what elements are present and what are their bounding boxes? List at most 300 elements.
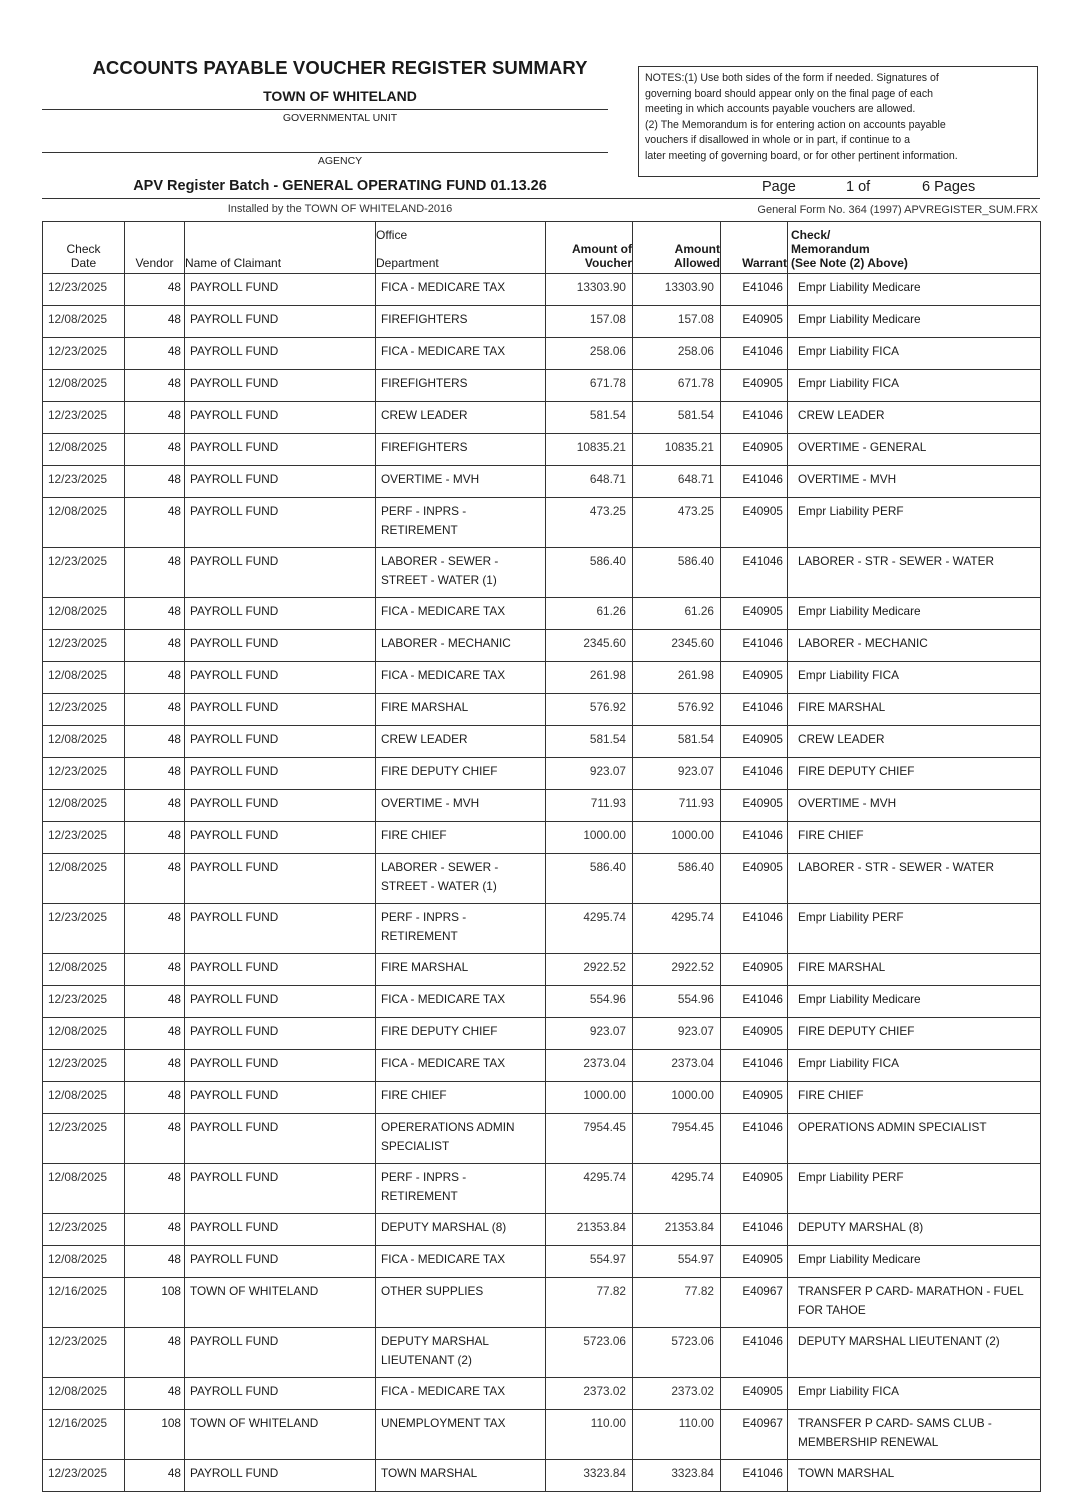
allowed-amount-cell: 473.25 — [633, 498, 721, 548]
warrant-cell: E40905 — [721, 434, 788, 466]
claimant-cell: PAYROLL FUND — [185, 1328, 376, 1378]
allowed-amount-cell: 10835.21 — [633, 434, 721, 466]
page-total: 6 Pages — [922, 179, 976, 195]
col-memo: Check/ Memorandum (See Note (2) Above) — [788, 222, 1041, 274]
claimant-cell: TOWN OF WHITELAND — [185, 1278, 376, 1328]
allowed-amount-cell: 4295.74 — [633, 1164, 721, 1214]
col-warrant: Warrant — [721, 222, 788, 274]
notes-line: governing board should appear only on the final page of each — [645, 87, 934, 100]
vendor-cell: 48 — [125, 1164, 185, 1214]
memo-cell: TOWN MARSHAL — [788, 1460, 1041, 1492]
office-cell: FICA - MEDICARE TAX — [376, 274, 546, 306]
voucher-amount-cell: 586.40 — [546, 854, 633, 904]
check-date-cell: 12/23/2025 — [43, 1460, 125, 1492]
allowed-amount-cell: 2922.52 — [633, 954, 721, 986]
claimant-cell: PAYROLL FUND — [185, 822, 376, 854]
allowed-amount-cell: 258.06 — [633, 338, 721, 370]
allowed-amount-cell: 554.97 — [633, 1246, 721, 1278]
voucher-amount-cell: 7954.45 — [546, 1114, 633, 1164]
claimant-cell: PAYROLL FUND — [185, 1378, 376, 1410]
warrant-cell: E40905 — [721, 598, 788, 630]
voucher-amount-cell: 157.08 — [546, 306, 633, 338]
claimant-cell: PAYROLL FUND — [185, 726, 376, 758]
voucher-amount-cell: 5723.06 — [546, 1328, 633, 1378]
warrant-cell: E40905 — [721, 1018, 788, 1050]
check-date-cell: 12/23/2025 — [43, 694, 125, 726]
table-row — [43, 1246, 1041, 1278]
office-cell: FICA - MEDICARE TAX — [376, 986, 546, 1018]
memo-cell: Empr Liability FICA — [788, 662, 1041, 694]
check-date-cell: 12/23/2025 — [43, 986, 125, 1018]
warrant-cell: E41046 — [721, 548, 788, 598]
office-cell: CREW LEADER — [376, 402, 546, 434]
vendor-cell: 48 — [125, 466, 185, 498]
office-cell: PERF - INPRS - RETIREMENT — [376, 498, 546, 548]
allowed-amount-cell: 261.98 — [633, 662, 721, 694]
office-cell: FIRE MARSHAL — [376, 954, 546, 986]
warrant-cell: E41046 — [721, 986, 788, 1018]
warrant-cell: E40905 — [721, 1164, 788, 1214]
memo-cell: OVERTIME - MVH — [788, 466, 1041, 498]
warrant-cell: E40905 — [721, 1246, 788, 1278]
memo-cell: Empr Liability Medicare — [788, 598, 1041, 630]
office-cell: OVERTIME - MVH — [376, 790, 546, 822]
claimant-cell: PAYROLL FUND — [185, 370, 376, 402]
office-cell: FIRE MARSHAL — [376, 694, 546, 726]
vendor-cell: 48 — [125, 402, 185, 434]
allowed-amount-cell: 157.08 — [633, 306, 721, 338]
table-row — [43, 1410, 1041, 1460]
col-claimant: Name of Claimant — [185, 222, 376, 274]
claimant-cell: PAYROLL FUND — [185, 662, 376, 694]
table-row — [43, 498, 1041, 548]
table-row — [43, 1050, 1041, 1082]
table-row — [43, 1082, 1041, 1114]
voucher-amount-cell: 13303.90 — [546, 274, 633, 306]
warrant-cell: E41046 — [721, 402, 788, 434]
office-cell: FIREFIGHTERS — [376, 434, 546, 466]
table-row — [43, 434, 1041, 466]
allowed-amount-cell: 554.96 — [633, 986, 721, 1018]
claimant-cell: PAYROLL FUND — [185, 1082, 376, 1114]
claimant-cell: PAYROLL FUND — [185, 466, 376, 498]
allowed-amount-cell: 13303.90 — [633, 274, 721, 306]
check-date-cell: 12/08/2025 — [43, 370, 125, 402]
check-date-cell: 12/08/2025 — [43, 854, 125, 904]
vendor-cell: 48 — [125, 498, 185, 548]
office-cell: FIRE CHIEF — [376, 1082, 546, 1114]
voucher-amount-cell: 581.54 — [546, 726, 633, 758]
office-cell: FICA - MEDICARE TAX — [376, 598, 546, 630]
office-cell: FICA - MEDICARE TAX — [376, 1378, 546, 1410]
memo-cell: TRANSFER P CARD- MARATHON - FUEL FOR TAHOE — [788, 1278, 1041, 1328]
office-cell: OPERERATIONS ADMIN SPECIALIST — [376, 1114, 546, 1164]
memo-cell: TRANSFER P CARD- SAMS CLUB - MEMBERSHIP RENEWAL — [788, 1410, 1041, 1460]
check-date-cell: 12/08/2025 — [43, 498, 125, 548]
claimant-cell: PAYROLL FUND — [185, 954, 376, 986]
allowed-amount-cell: 2373.02 — [633, 1378, 721, 1410]
table-row — [43, 662, 1041, 694]
office-cell: OVERTIME - MVH — [376, 466, 546, 498]
claimant-cell: PAYROLL FUND — [185, 338, 376, 370]
claimant-cell: PAYROLL FUND — [185, 548, 376, 598]
page-current: 1 of — [846, 179, 871, 195]
table-row — [43, 758, 1041, 790]
allowed-amount-cell: 5723.06 — [633, 1328, 721, 1378]
warrant-cell: E41046 — [721, 338, 788, 370]
warrant-cell: E41046 — [721, 904, 788, 954]
warrant-cell: E41046 — [721, 274, 788, 306]
allowed-amount-cell: 3323.84 — [633, 1460, 721, 1492]
check-date-cell: 12/23/2025 — [43, 1328, 125, 1378]
claimant-cell: PAYROLL FUND — [185, 758, 376, 790]
memo-cell: Empr Liability Medicare — [788, 986, 1041, 1018]
allowed-amount-cell: 581.54 — [633, 726, 721, 758]
vendor-cell: 48 — [125, 434, 185, 466]
warrant-cell: E41046 — [721, 630, 788, 662]
voucher-amount-cell: 3323.84 — [546, 1460, 633, 1492]
check-date-cell: 12/16/2025 — [43, 1410, 125, 1460]
allowed-amount-cell: 4295.74 — [633, 904, 721, 954]
check-date-cell: 12/08/2025 — [43, 434, 125, 466]
check-date-cell: 12/08/2025 — [43, 1082, 125, 1114]
vendor-cell: 48 — [125, 1050, 185, 1082]
voucher-amount-cell: 923.07 — [546, 758, 633, 790]
vendor-cell: 108 — [125, 1410, 185, 1460]
vendor-cell: 48 — [125, 954, 185, 986]
table-header-row — [43, 222, 1041, 274]
divider — [42, 152, 608, 153]
table-row — [43, 854, 1041, 904]
office-cell: PERF - INPRS - RETIREMENT — [376, 1164, 546, 1214]
check-date-cell: 12/08/2025 — [43, 1164, 125, 1214]
claimant-cell: PAYROLL FUND — [185, 986, 376, 1018]
allowed-amount-cell: 2373.04 — [633, 1050, 721, 1082]
vendor-cell: 48 — [125, 758, 185, 790]
allowed-amount-cell: 1000.00 — [633, 1082, 721, 1114]
check-date-cell: 12/23/2025 — [43, 548, 125, 598]
voucher-amount-cell: 4295.74 — [546, 904, 633, 954]
allowed-amount-cell: 586.40 — [633, 854, 721, 904]
warrant-cell: E40905 — [721, 790, 788, 822]
check-date-cell: 12/23/2025 — [43, 630, 125, 662]
vendor-cell: 48 — [125, 1246, 185, 1278]
divider — [42, 198, 1040, 199]
voucher-amount-cell: 1000.00 — [546, 822, 633, 854]
claimant-cell: PAYROLL FUND — [185, 630, 376, 662]
office-cell: CREW LEADER — [376, 726, 546, 758]
batch-title: APV Register Batch - GENERAL OPERATING FUND 01.13.26 — [133, 178, 547, 194]
form-number: General Form No. 364 (1997) APVREGISTER_SUM.FRX — [757, 204, 1038, 216]
allowed-amount-cell: 2345.60 — [633, 630, 721, 662]
check-date-cell: 12/23/2025 — [43, 466, 125, 498]
table-row — [43, 1018, 1041, 1050]
voucher-amount-cell: 10835.21 — [546, 434, 633, 466]
table-row — [43, 726, 1041, 758]
allowed-amount-cell: 711.93 — [633, 790, 721, 822]
warrant-cell: E40905 — [721, 498, 788, 548]
claimant-cell: PAYROLL FUND — [185, 598, 376, 630]
check-date-cell: 12/23/2025 — [43, 822, 125, 854]
table-row — [43, 954, 1041, 986]
allowed-amount-cell: 21353.84 — [633, 1214, 721, 1246]
office-cell: FIREFIGHTERS — [376, 306, 546, 338]
notes-line: vouchers if disallowed in whole or in part, if continue to a — [645, 134, 910, 147]
claimant-cell: PAYROLL FUND — [185, 790, 376, 822]
allowed-amount-cell: 61.26 — [633, 598, 721, 630]
check-date-cell: 12/08/2025 — [43, 954, 125, 986]
vendor-cell: 48 — [125, 822, 185, 854]
vendor-cell: 48 — [125, 1328, 185, 1378]
office-cell: FICA - MEDICARE TAX — [376, 1246, 546, 1278]
memo-cell: Empr Liability FICA — [788, 1050, 1041, 1082]
check-date-cell: 12/23/2025 — [43, 758, 125, 790]
table-row — [43, 402, 1041, 434]
warrant-cell: E40905 — [721, 854, 788, 904]
notes-line: (2) The Memorandum is for entering action on accounts payable — [645, 118, 946, 131]
warrant-cell: E40905 — [721, 1378, 788, 1410]
voucher-amount-cell: 648.71 — [546, 466, 633, 498]
warrant-cell: E40905 — [721, 662, 788, 694]
report-title: ACCOUNTS PAYABLE VOUCHER REGISTER SUMMARY — [92, 57, 588, 78]
memo-cell: OPERATIONS ADMIN SPECIALIST — [788, 1114, 1041, 1164]
allowed-amount-cell: 576.92 — [633, 694, 721, 726]
check-date-cell: 12/08/2025 — [43, 662, 125, 694]
vendor-cell: 48 — [125, 790, 185, 822]
office-cell: TOWN MARSHAL — [376, 1460, 546, 1492]
claimant-cell: PAYROLL FUND — [185, 306, 376, 338]
memo-cell: FIRE DEPUTY CHIEF — [788, 1018, 1041, 1050]
voucher-amount-cell: 1000.00 — [546, 1082, 633, 1114]
allowed-amount-cell: 110.00 — [633, 1410, 721, 1460]
voucher-amount-cell: 110.00 — [546, 1410, 633, 1460]
table-row — [43, 1460, 1041, 1492]
voucher-amount-cell: 671.78 — [546, 370, 633, 402]
warrant-cell: E40905 — [721, 370, 788, 402]
claimant-cell: PAYROLL FUND — [185, 498, 376, 548]
memo-cell: FIRE CHIEF — [788, 1082, 1041, 1114]
table-row — [43, 338, 1041, 370]
check-date-cell: 12/08/2025 — [43, 726, 125, 758]
table-row — [43, 630, 1041, 662]
memo-cell: Empr Liability PERF — [788, 904, 1041, 954]
notes-box — [638, 66, 1038, 177]
memo-cell: Empr Liability Medicare — [788, 1246, 1041, 1278]
warrant-cell: E40967 — [721, 1410, 788, 1460]
voucher-amount-cell: 258.06 — [546, 338, 633, 370]
check-date-cell: 12/08/2025 — [43, 306, 125, 338]
memo-cell: Empr Liability FICA — [788, 338, 1041, 370]
col-allowed: Amount Allowed — [633, 222, 721, 274]
voucher-amount-cell: 554.97 — [546, 1246, 633, 1278]
claimant-cell: PAYROLL FUND — [185, 1164, 376, 1214]
check-date-cell: 12/16/2025 — [43, 1278, 125, 1328]
voucher-amount-cell: 61.26 — [546, 598, 633, 630]
memo-cell: CREW LEADER — [788, 402, 1041, 434]
voucher-amount-cell: 4295.74 — [546, 1164, 633, 1214]
voucher-amount-cell: 554.96 — [546, 986, 633, 1018]
memo-cell: FIRE DEPUTY CHIEF — [788, 758, 1041, 790]
divider — [42, 109, 608, 110]
office-cell: LABORER - SEWER - STREET - WATER (1) — [376, 854, 546, 904]
table-row — [43, 548, 1041, 598]
voucher-amount-cell: 77.82 — [546, 1278, 633, 1328]
memo-cell: CREW LEADER — [788, 726, 1041, 758]
vendor-cell: 48 — [125, 598, 185, 630]
memo-cell: Empr Liability FICA — [788, 370, 1041, 402]
memo-cell: DEPUTY MARSHAL (8) — [788, 1214, 1041, 1246]
table-row — [43, 986, 1041, 1018]
voucher-amount-cell: 2373.02 — [546, 1378, 633, 1410]
allowed-amount-cell: 923.07 — [633, 1018, 721, 1050]
warrant-cell: E40905 — [721, 954, 788, 986]
memo-cell: DEPUTY MARSHAL LIEUTENANT (2) — [788, 1328, 1041, 1378]
vendor-cell: 48 — [125, 1114, 185, 1164]
notes-line: later meeting of governing board, or for other pertinent information. — [645, 149, 958, 162]
check-date-cell: 12/23/2025 — [43, 1050, 125, 1082]
office-cell: FIRE DEPUTY CHIEF — [376, 758, 546, 790]
warrant-cell: E40905 — [721, 1082, 788, 1114]
col-vendor: Vendor — [125, 222, 185, 274]
voucher-amount-cell: 586.40 — [546, 548, 633, 598]
governmental-unit-label: GOVERNMENTAL UNIT — [282, 112, 398, 124]
check-date-cell: 12/08/2025 — [43, 1018, 125, 1050]
claimant-cell: PAYROLL FUND — [185, 1114, 376, 1164]
check-date-cell: 12/23/2025 — [43, 274, 125, 306]
voucher-amount-cell: 473.25 — [546, 498, 633, 548]
allowed-amount-cell: 1000.00 — [633, 822, 721, 854]
memo-cell: Empr Liability PERF — [788, 1164, 1041, 1214]
table-row — [43, 904, 1041, 954]
check-date-cell: 12/23/2025 — [43, 1114, 125, 1164]
allowed-amount-cell: 923.07 — [633, 758, 721, 790]
office-cell: DEPUTY MARSHAL (8) — [376, 1214, 546, 1246]
voucher-amount-cell: 2922.52 — [546, 954, 633, 986]
office-cell: FIREFIGHTERS — [376, 370, 546, 402]
vendor-cell: 48 — [125, 1214, 185, 1246]
memo-cell: LABORER - MECHANIC — [788, 630, 1041, 662]
notes-line: meeting in which accounts payable vouchers are allowed. — [645, 103, 916, 116]
voucher-amount-cell: 2373.04 — [546, 1050, 633, 1082]
notes-line: NOTES:(1) Use both sides of the form if needed. Signatures of — [645, 72, 939, 84]
table-row — [43, 1164, 1041, 1214]
vendor-cell: 48 — [125, 1460, 185, 1492]
vendor-cell: 48 — [125, 662, 185, 694]
warrant-cell: E40905 — [721, 726, 788, 758]
voucher-amount-cell: 581.54 — [546, 402, 633, 434]
page-label: Page — [762, 179, 796, 195]
memo-cell: Empr Liability Medicare — [788, 306, 1041, 338]
table-row — [43, 790, 1041, 822]
check-date-cell: 12/23/2025 — [43, 402, 125, 434]
vendor-cell: 48 — [125, 630, 185, 662]
voucher-amount-cell: 711.93 — [546, 790, 633, 822]
allowed-amount-cell: 586.40 — [633, 548, 721, 598]
check-date-cell: 12/23/2025 — [43, 904, 125, 954]
office-cell: OTHER SUPPLIES — [376, 1278, 546, 1328]
warrant-cell: E40905 — [721, 306, 788, 338]
table-row — [43, 822, 1041, 854]
check-date-cell: 12/08/2025 — [43, 598, 125, 630]
memo-cell: LABORER - STR - SEWER - WATER — [788, 854, 1041, 904]
check-date-cell: 12/08/2025 — [43, 790, 125, 822]
voucher-amount-cell: 576.92 — [546, 694, 633, 726]
table-row — [43, 370, 1041, 402]
table-row — [43, 1114, 1041, 1164]
table-row — [43, 1278, 1041, 1328]
warrant-cell: E40967 — [721, 1278, 788, 1328]
voucher-amount-cell: 2345.60 — [546, 630, 633, 662]
table-row — [43, 598, 1041, 630]
office-cell: FICA - MEDICARE TAX — [376, 1050, 546, 1082]
allowed-amount-cell: 581.54 — [633, 402, 721, 434]
claimant-cell: PAYROLL FUND — [185, 1050, 376, 1082]
memo-cell: FIRE MARSHAL — [788, 954, 1041, 986]
table-row — [43, 1378, 1041, 1410]
claimant-cell: PAYROLL FUND — [185, 854, 376, 904]
claimant-cell: PAYROLL FUND — [185, 1018, 376, 1050]
vendor-cell: 48 — [125, 904, 185, 954]
claimant-cell: PAYROLL FUND — [185, 434, 376, 466]
vendor-cell: 48 — [125, 854, 185, 904]
warrant-cell: E41046 — [721, 1114, 788, 1164]
check-date-cell: 12/08/2025 — [43, 1378, 125, 1410]
check-date-cell: 12/23/2025 — [43, 1214, 125, 1246]
memo-cell: FIRE CHIEF — [788, 822, 1041, 854]
vendor-cell: 108 — [125, 1278, 185, 1328]
vendor-cell: 48 — [125, 370, 185, 402]
claimant-cell: PAYROLL FUND — [185, 1246, 376, 1278]
check-date-cell: 12/23/2025 — [43, 338, 125, 370]
memo-cell: LABORER - STR - SEWER - WATER — [788, 548, 1041, 598]
vendor-cell: 48 — [125, 694, 185, 726]
memo-cell: OVERTIME - MVH — [788, 790, 1041, 822]
claimant-cell: PAYROLL FUND — [185, 694, 376, 726]
warrant-cell: E41046 — [721, 822, 788, 854]
voucher-amount-cell: 923.07 — [546, 1018, 633, 1050]
vendor-cell: 48 — [125, 306, 185, 338]
col-voucher: Amount of Voucher — [546, 222, 633, 274]
check-date-cell: 12/08/2025 — [43, 1246, 125, 1278]
table-row — [43, 1328, 1041, 1378]
memo-cell: Empr Liability FICA — [788, 1378, 1041, 1410]
table-row — [43, 274, 1041, 306]
office-cell: FICA - MEDICARE TAX — [376, 338, 546, 370]
claimant-cell: PAYROLL FUND — [185, 904, 376, 954]
allowed-amount-cell: 671.78 — [633, 370, 721, 402]
office-cell: FIRE CHIEF — [376, 822, 546, 854]
office-cell: FICA - MEDICARE TAX — [376, 662, 546, 694]
vendor-cell: 48 — [125, 1082, 185, 1114]
warrant-cell: E41046 — [721, 1214, 788, 1246]
warrant-cell: E41046 — [721, 1328, 788, 1378]
voucher-amount-cell: 21353.84 — [546, 1214, 633, 1246]
warrant-cell: E41046 — [721, 694, 788, 726]
col-check-date: Check Date — [43, 222, 125, 274]
memo-cell: Empr Liability Medicare — [788, 274, 1041, 306]
allowed-amount-cell: 77.82 — [633, 1278, 721, 1328]
office-cell: PERF - INPRS - RETIREMENT — [376, 904, 546, 954]
vendor-cell: 48 — [125, 986, 185, 1018]
table-row — [43, 306, 1041, 338]
office-cell: LABORER - SEWER - STREET - WATER (1) — [376, 548, 546, 598]
office-cell: FIRE DEPUTY CHIEF — [376, 1018, 546, 1050]
vendor-cell: 48 — [125, 274, 185, 306]
governmental-unit-name: TOWN OF WHITELAND — [263, 88, 417, 104]
vendor-cell: 48 — [125, 1378, 185, 1410]
vendor-cell: 48 — [125, 548, 185, 598]
office-cell: DEPUTY MARSHAL LIEUTENANT (2) — [376, 1328, 546, 1378]
